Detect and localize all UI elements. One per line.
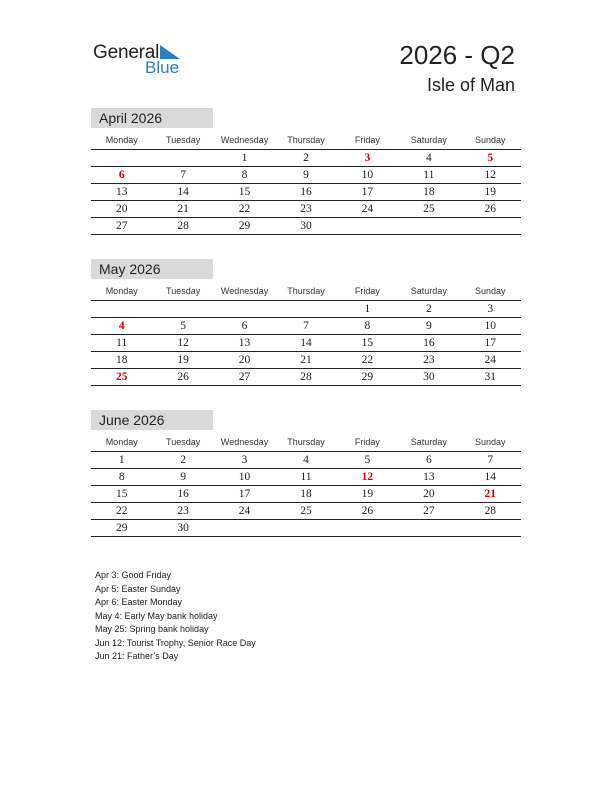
holiday-note: May 4: Early May bank holiday bbox=[95, 610, 218, 621]
week-row bbox=[91, 301, 521, 318]
date-cell bbox=[275, 520, 336, 536]
date-cell: 15 bbox=[115, 488, 128, 500]
week-row bbox=[91, 150, 521, 167]
date-cell: 9 bbox=[303, 169, 309, 181]
date-cell: 27 bbox=[238, 371, 251, 383]
date-cell bbox=[398, 520, 459, 536]
weekday-label: Saturday bbox=[410, 286, 447, 296]
date-cell: 2 bbox=[180, 454, 186, 466]
date-cell bbox=[152, 301, 213, 317]
week-row bbox=[91, 486, 521, 503]
date-cell: 9 bbox=[180, 471, 186, 483]
date-cell: 25 bbox=[300, 505, 312, 517]
date-cell: 31 bbox=[484, 371, 496, 383]
date-cell: 6 bbox=[241, 320, 248, 332]
date-cell: 26 bbox=[484, 203, 496, 215]
date-cell: 17 bbox=[361, 186, 374, 198]
holiday-note: Jun 12: Tourist Trophy, Senior Race Day bbox=[95, 637, 256, 648]
holiday-note: Apr 6: Easter Monday bbox=[95, 597, 183, 607]
week-row bbox=[91, 167, 521, 184]
week-row bbox=[91, 503, 521, 520]
weekday-label: Tuesday bbox=[166, 286, 201, 296]
month-title: June 2026 bbox=[91, 410, 213, 430]
date-cell: 14 bbox=[177, 186, 189, 198]
weekday-label: Sunday bbox=[474, 135, 506, 145]
weekday-label: Friday bbox=[354, 286, 380, 296]
date-cell: 1 bbox=[118, 454, 125, 466]
date-cell: 7 bbox=[180, 169, 186, 181]
date-cell bbox=[398, 218, 459, 234]
date-cell bbox=[275, 301, 336, 317]
date-cell: 30 bbox=[300, 220, 312, 232]
date-cell: 28 bbox=[484, 505, 496, 517]
holiday-date-cell: 3 bbox=[364, 152, 371, 164]
logo-word-general: General bbox=[93, 42, 160, 63]
date-cell bbox=[214, 520, 275, 536]
date-cell: 10 bbox=[238, 471, 251, 483]
date-cell: 26 bbox=[361, 505, 374, 517]
week-row bbox=[91, 469, 521, 486]
date-cell bbox=[337, 218, 398, 234]
weekday-header-row bbox=[91, 283, 521, 301]
logo-word-blue: Blue bbox=[145, 58, 180, 77]
date-cell: 29 bbox=[361, 371, 374, 383]
date-cell: 24 bbox=[484, 354, 496, 366]
week-row bbox=[91, 184, 521, 201]
date-cell: 25 bbox=[423, 203, 435, 215]
weekday-header-row bbox=[91, 434, 521, 452]
date-cell: 3 bbox=[487, 303, 494, 315]
date-cell: 8 bbox=[364, 320, 371, 332]
month-calendar-april bbox=[91, 108, 521, 235]
date-cell: 22 bbox=[115, 505, 128, 517]
week-row bbox=[91, 369, 521, 386]
date-cell: 19 bbox=[177, 354, 189, 366]
month-calendar-june bbox=[91, 410, 521, 537]
logo-triangle-icon bbox=[160, 45, 180, 59]
holiday-date-cell: 25 bbox=[115, 371, 128, 383]
date-cell bbox=[152, 150, 213, 166]
weekday-label: Saturday bbox=[410, 135, 447, 145]
holiday-date-cell: 21 bbox=[484, 488, 496, 500]
weekday-label: Thursday bbox=[287, 286, 325, 296]
date-cell: 7 bbox=[303, 320, 309, 332]
date-cell: 18 bbox=[423, 186, 435, 198]
date-cell: 23 bbox=[300, 203, 312, 215]
date-cell: 3 bbox=[241, 454, 248, 466]
week-row bbox=[91, 335, 521, 352]
date-cell: 2 bbox=[303, 152, 309, 164]
week-row bbox=[91, 318, 521, 335]
date-cell: 15 bbox=[238, 186, 251, 198]
holiday-date-cell: 6 bbox=[118, 169, 125, 181]
weekday-label: Saturday bbox=[410, 437, 447, 447]
week-row bbox=[91, 201, 521, 218]
date-cell: 16 bbox=[300, 186, 312, 198]
date-cell: 13 bbox=[423, 471, 435, 483]
generalblue-logo bbox=[93, 40, 193, 80]
date-cell: 1 bbox=[364, 303, 371, 315]
date-cell bbox=[460, 520, 521, 536]
date-cell: 14 bbox=[300, 337, 312, 349]
date-cell: 12 bbox=[484, 169, 496, 181]
week-row bbox=[91, 520, 521, 537]
date-cell: 17 bbox=[484, 337, 496, 349]
date-cell bbox=[91, 150, 152, 166]
date-cell: 15 bbox=[361, 337, 374, 349]
date-cell: 23 bbox=[177, 505, 189, 517]
weekday-label: Friday bbox=[354, 437, 380, 447]
date-cell: 22 bbox=[238, 203, 251, 215]
week-row bbox=[91, 218, 521, 235]
weekday-label: Wednesday bbox=[220, 135, 269, 145]
weekday-label: Thursday bbox=[287, 437, 325, 447]
date-cell: 5 bbox=[180, 320, 186, 332]
date-cell: 8 bbox=[118, 471, 125, 483]
date-cell: 27 bbox=[115, 220, 128, 232]
date-cell: 9 bbox=[425, 320, 432, 332]
date-cell: 21 bbox=[300, 354, 312, 366]
date-cell: 11 bbox=[423, 169, 435, 181]
date-cell: 16 bbox=[177, 488, 189, 500]
weekday-label: Sunday bbox=[474, 437, 506, 447]
date-cell: 19 bbox=[361, 488, 374, 500]
date-cell: 30 bbox=[177, 522, 189, 534]
month-calendar-may bbox=[91, 259, 521, 386]
date-cell: 24 bbox=[361, 203, 374, 215]
week-row bbox=[91, 452, 521, 469]
date-cell: 13 bbox=[115, 186, 128, 198]
date-cell: 20 bbox=[423, 488, 435, 500]
date-cell: 30 bbox=[423, 371, 435, 383]
holiday-notes bbox=[95, 569, 256, 664]
date-cell: 18 bbox=[115, 354, 128, 366]
date-cell bbox=[460, 218, 521, 234]
weekday-label: Wednesday bbox=[220, 437, 269, 447]
date-cell: 23 bbox=[423, 354, 435, 366]
date-cell: 29 bbox=[115, 522, 128, 534]
weekday-label: Thursday bbox=[287, 135, 325, 145]
weekday-label: Tuesday bbox=[166, 437, 201, 447]
weekday-label: Sunday bbox=[474, 286, 506, 296]
month-title: May 2026 bbox=[91, 259, 213, 279]
weekday-label: Tuesday bbox=[166, 135, 201, 145]
date-cell: 12 bbox=[177, 337, 189, 349]
date-cell: 14 bbox=[484, 471, 496, 483]
weekday-header-row bbox=[91, 132, 521, 150]
date-cell: 16 bbox=[423, 337, 435, 349]
date-cell: 4 bbox=[303, 454, 309, 466]
holiday-note: Apr 3: Good Friday bbox=[95, 570, 172, 580]
holiday-note: Jun 21: Father’s Day bbox=[95, 651, 179, 661]
date-cell: 13 bbox=[238, 337, 251, 349]
holiday-note: May 25: Spring bank holiday bbox=[95, 624, 209, 634]
date-cell: 6 bbox=[425, 454, 432, 466]
date-cell: 20 bbox=[115, 203, 128, 215]
date-cell: 29 bbox=[238, 220, 251, 232]
date-cell: 28 bbox=[177, 220, 189, 232]
weekday-label: Monday bbox=[105, 135, 138, 145]
weekday-label: Monday bbox=[105, 437, 138, 447]
date-cell: 10 bbox=[484, 320, 496, 332]
date-cell: 28 bbox=[300, 371, 312, 383]
date-cell: 18 bbox=[300, 488, 312, 500]
date-cell: 11 bbox=[116, 337, 128, 349]
date-cell: 1 bbox=[241, 152, 248, 164]
date-cell: 21 bbox=[177, 203, 189, 215]
date-cell: 26 bbox=[177, 371, 189, 383]
month-title: April 2026 bbox=[91, 108, 213, 128]
date-cell bbox=[91, 301, 152, 317]
date-cell: 4 bbox=[425, 152, 432, 164]
date-cell: 2 bbox=[425, 303, 432, 315]
date-cell: 24 bbox=[238, 505, 251, 517]
date-cell: 22 bbox=[361, 354, 374, 366]
holiday-date-cell: 5 bbox=[487, 152, 494, 164]
week-row bbox=[91, 352, 521, 369]
date-cell: 5 bbox=[364, 454, 371, 466]
date-cell: 17 bbox=[238, 488, 251, 500]
weekday-label: Monday bbox=[105, 286, 138, 296]
date-cell: 27 bbox=[423, 505, 435, 517]
holiday-note: Apr 5: Easter Sunday bbox=[95, 583, 181, 594]
holiday-date-cell: 12 bbox=[361, 471, 374, 483]
date-cell bbox=[214, 301, 275, 317]
date-cell: 20 bbox=[238, 354, 251, 366]
date-cell bbox=[337, 520, 398, 536]
date-cell: 7 bbox=[487, 454, 494, 466]
page-title: 2026 - Q2 bbox=[399, 40, 515, 70]
weekday-label: Wednesday bbox=[220, 286, 269, 296]
region-name: Isle of Man bbox=[426, 75, 515, 95]
weekday-label: Friday bbox=[354, 135, 380, 145]
date-cell: 8 bbox=[241, 169, 248, 181]
date-cell: 19 bbox=[484, 186, 496, 198]
date-cell: 10 bbox=[361, 169, 374, 181]
date-cell: 11 bbox=[300, 471, 312, 483]
holiday-date-cell: 4 bbox=[118, 320, 125, 332]
